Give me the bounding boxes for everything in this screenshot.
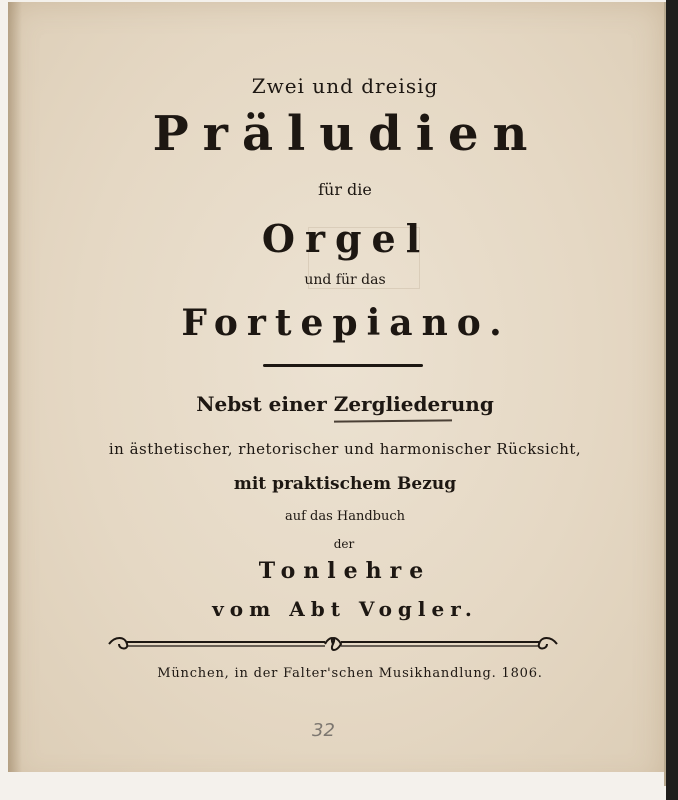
title-line-5: und für das — [304, 272, 386, 288]
title-line-1: Zwei und dreisig — [251, 74, 439, 98]
ornamental-rule — [103, 632, 563, 656]
title-main: Präludien — [152, 106, 542, 162]
pencil-annotation: 32 — [312, 720, 335, 741]
title-instrument-1: Orgel — [261, 216, 431, 261]
work-title: Tonlehre — [258, 558, 432, 584]
scan-right-edge — [666, 0, 678, 800]
subtitle-line-5: der — [333, 537, 355, 551]
title-line-3: für die — [318, 180, 372, 199]
title-instrument-2: Fortepiano. — [181, 302, 511, 344]
scan-bottom-margin — [8, 772, 664, 786]
subtitle-line-4: auf das Handbuch — [284, 509, 406, 524]
subtitle-line-1: Nebst einer Zergliederung — [196, 392, 494, 416]
divider-rule — [263, 364, 423, 367]
page-edge-shadow — [8, 2, 22, 786]
imprint-line: München, in der Falter'schen Musikhandlung. 1806. — [157, 666, 543, 681]
author-line: vom Abt Vogler. — [212, 597, 478, 621]
subtitle-line-3: mit praktischem Bezug — [233, 474, 457, 494]
title-page — [8, 2, 666, 786]
ink-underline — [334, 419, 452, 422]
subtitle-line-2: in ästhetischer, rhetorischer und harmonischer Rücksicht, — [108, 440, 582, 458]
